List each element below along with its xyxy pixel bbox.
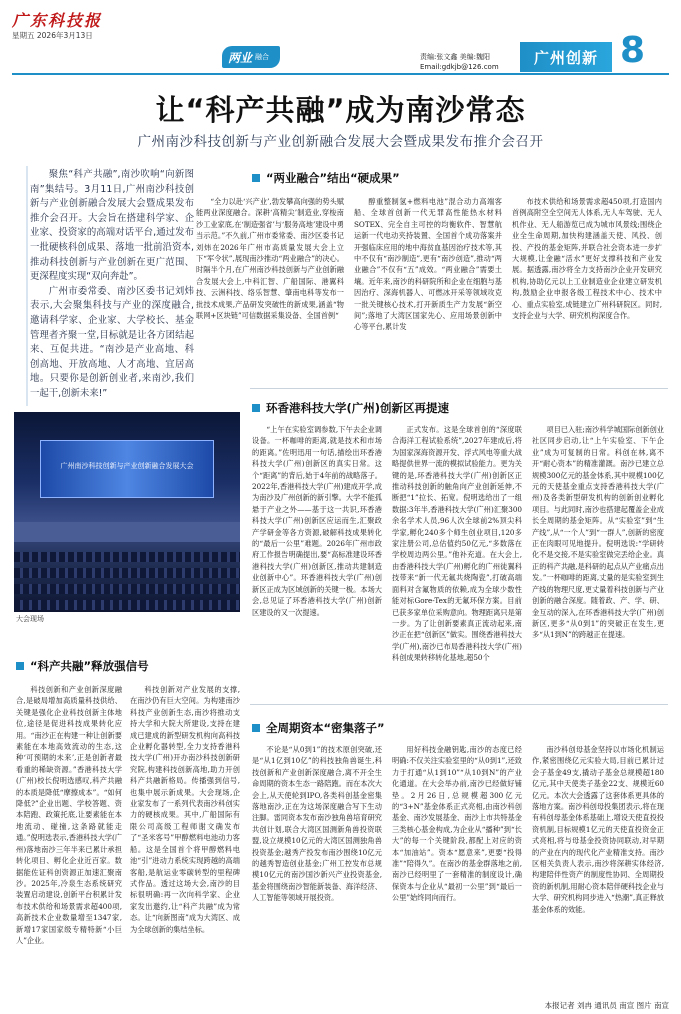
section1-title-text: “两业融合”结出“硬成果” bbox=[266, 171, 400, 185]
section1-col1 bbox=[196, 196, 344, 372]
photo-caption: 大会现场 bbox=[16, 615, 44, 623]
page-header bbox=[0, 0, 681, 74]
page-number: 8 bbox=[620, 30, 646, 71]
section3-paragraph: 科技创新和产业创新深度融合,是破局增加高质量科技供给、关键是强化企业科技创新主体地位,途径是促进科技成果转化应用。“南沙正在构建一种让创新要素能在本地高效流动的生态,这种‘可预期的未来’,正是创新者最看重的稀缺资源。”香港科技大学(广州)校长倪明选感叹,科产共融的本质是降低“摩擦成本”。“如何降低?”企业出题、学校答题、资本陪跑、政策托底,让要素能在本地流动、碰撞,这条路就能走通。”倪明选表示,香港科技大学(广州)落地南沙三年半来已累计承担转化项目、孵化企业近百家。数据能佐证科创资源正加速汇聚南沙。2025年,冷泉生态系统研究装置启动建设,创新平台积累计发布技术供给和场景需求超400项,高新技术企业数量增至1347家,新增17家国家级专精特新“小巨人”企业。 bbox=[16, 685, 122, 945]
stage-screen-text: 广州南沙科技创新与产业创新融合发展大会 bbox=[60, 462, 194, 470]
section2-title-text: 环香港科技大学(广州)创新区再提速 bbox=[266, 401, 450, 415]
section3-col2 bbox=[130, 684, 240, 984]
section4-paragraph: 不论是“从0到1”的技术原创突破,还是“从1亿到10亿”的科技独角兽诞生,科技创新和产业创新深度融合,离不开全生命周期的资本生态一路陪跑。而在本次大会上,从天使轮到IPO,各类科创基金密集落地南沙,正在为这场深度融合写下生动注脚。雷同资本发布南沙独角兽培育研究共创计划,联合大湾区国测新角兽投资联盟,设立规模10亿元的大湾区国测独角兽投资基金;越秀产投发布南沙围绕10亿元的越秀智造创业基金;广州工控发布总规模10亿元的南沙国沙新兴产业投资基金,基金将围绕南沙智能新装备、海洋经济、人工智能等领域开展投资。 bbox=[252, 745, 382, 903]
newspaper-logo: 广东科技报 bbox=[12, 11, 103, 30]
subheadline: 广州南沙科技创新与产业创新融合发展大会暨成果发布推介会召开 bbox=[137, 134, 544, 150]
lead-paragraph: 广州市委常委、南沙区委书记刘炜表示,大会聚集科技与产业的深度融合,邀请科学家、企业家、大学校长、基金管理者齐聚一堂,目标就是让各方团结起来、互促共进。“南沙是产业高地、科创高地、开放高地、人才高地、宜居高地。只要你是创新创业者,来南沙,我们一起干,创新未来!” bbox=[30, 285, 194, 399]
section2-paragraph: “上午在实验室调参数,下午去企业调设备。一杯咖啡的距离,就是技术和市场的距离。”佐明迅用一句话,描绘出环香港科技大学(广州)创新区的真实日常。这个“距离”的背后,始于4年前的战略落子。2022年,香港科技大学(广州)建成开学,成为南沙及广州创新的新引擎。大学不能孤悬于产业之外——基于这一共识,环香港科技大学(广州)创新区应运而生,汇聚政产学研金等各方资源,破解科技成果转化的“最后一公里”难题。2026年广州市政府工作报告明确提出,要“高标准建设环香港科技大学(广州)创新区,推动共建制造业创新中心”。环香港科技大学(广州)创新区正成为区域创新的关键一极。本场大会,总见证了环香港科技大学(广州)创新区建设的又一次提速。 bbox=[252, 425, 382, 617]
section3-title bbox=[16, 658, 149, 674]
section4-paragraph: 南沙科创母基金坚持以市场化机制运作,紧密围绕亿元实验大局,目前已累计过会子基金49支,撬动子基金总规模超180亿元,其中天使类子基金22支、规模近60亿元。本次大会透露了这套体系更具体的落地方案。南沙科创母投集团表示,将在现有科创母基金体系基础上,增设天使直投投资机制,目标规模1亿元的天使直投资金正式亮相,将与母基金投资协同联动,对早期的产业在内的现代化产业精准支持。南沙区相关负责人表示,南沙将深耕实体经济,构建陪伴性资产的制度性协同、全周期投资的新机制,用耐心资本陪伴硬科技企业与大学、研究机构同步进入“热潮”,真正释放基金体系的效能。 bbox=[532, 745, 664, 914]
section4-col1 bbox=[252, 744, 382, 988]
section-name: 广州创新 bbox=[520, 42, 612, 72]
section4-col3 bbox=[532, 744, 664, 988]
section-tag bbox=[222, 46, 280, 68]
section1-title bbox=[252, 170, 400, 186]
section2-col1 bbox=[252, 424, 382, 696]
section4-title bbox=[252, 720, 385, 736]
section1-col2 bbox=[354, 196, 502, 372]
section3-paragraph: 科技创新对产业发展的支撑,在南沙仍有巨大空间。为构建南沙科技产业创新生态,南沙将推动支持大学和大院大所建设,支持在建成已建成的新型研发机构向高科技企业孵化器转型,全力支持香港科技大学(广州)开办南沙科技创新研究院,构建科技创新高地,助力开创科产共融新格局。传播强到信号,也集中展示新成果。大会现场,企业家发布了一系列代表南沙科创实力的硬核成果。其中,广船国际有限公司高级工程师谢文确发布了“圣米客号”甲醇燃料电池动力客船。这是全国首个将甲醇燃料电池“引”进动力系统实现跨越的高端客船,是航运业零碳转型的里程碑式作品。透过这场大会,南沙的目标很明确:再一次向科学家、企业家发出邀约,让“科产共融”成为常态。让“向新图南”成为大湾区、成为全球创新的集结坐标。 bbox=[130, 685, 240, 934]
lead-text bbox=[30, 168, 194, 400]
header-rule bbox=[12, 73, 669, 75]
section2-paragraph: 项目已入驻;南沙科学城国际创新创业社区同步启动,让“上午实验室、下午企业”成为可复制的日常。科创在林,离不开“耐心资本”的精准灌溉。南沙已建立总规模300亿元的基金体系,其中规模100亿元的天使基金重点支持香港科技大学(广州)及各类新型研发机构的创新创业孵化项目。与此同时,南沙也搭建起覆盖企业成长全周期的基金矩阵。从“实验室”到“生产线”,从“一个人”到“一群人”,创新的密度正在肉眼可见地提升。倪明选说:“学研转化不是交接,不是实验室做完丢给企业。真正的科产共融,是科研的起点从产业痛点出发。”一杯咖啡的距离,丈量的是实验室到生产线的物理尺度,更丈量着科技创新与产业创新的融合深度。随着政、产、学、研、金互动的深入,在环香港科技大学(广州)创新区,更多“从0到1”的突破正在发生,更多“从1到N”的跨越正在提速。 bbox=[532, 425, 664, 640]
stage-screen bbox=[40, 440, 214, 498]
bullet-square-icon bbox=[252, 724, 260, 732]
section-tag-small: 融合 bbox=[255, 53, 270, 61]
section-divider bbox=[250, 388, 668, 389]
bullet-square-icon bbox=[16, 662, 24, 670]
section2-title bbox=[252, 400, 449, 416]
section1-col3 bbox=[512, 196, 662, 372]
section2-col2 bbox=[392, 424, 522, 696]
conference-photo bbox=[14, 412, 240, 612]
section3-title-text: “科产共融”释放强信号 bbox=[30, 659, 149, 673]
section2-paragraph: 正式发布。这是全球首创的“深度联合海洋工程试验系统”,2027年建成后,将为国家深海资源开发、浮式风电等重大战略提供世界一流的模拟试验能力。更为关键的是,环香港科技大学(广州)创新区正推动科技创新的触角向产业创新延伸,不断把“1”拉长、拓宽。倪明选给出了一组数据:3年半,香港科技大学(广州)汇聚300余名学术人员,96人次全球前2%顶尖科学家,孵化240多个师生创业项目,120多家注册公司,总估值约50亿元,“多数落在学校周边两公里。”他补充道。在大会上,由香港科技大学(广州)孵化的广州徒翼科技带来“新一代无氟共烧陶瓷”,打破高端面料对含氟物质的依赖,成为全球少数性能对标Gore-Tex的无氟环保方案。目前已获多家单位采购意向。物理距离只是第一步。为了让创新要素真正流动起来,南沙正在把“创新区”做实。围绕香港科技大学(广州),南沙已布局香港科技大学(广州)科创成果转移转化基地,超50个 bbox=[392, 425, 522, 663]
section1-paragraph: 布技术供给和场景需求超450项,打造国内首例高附空全空间无人体系,无人车驾驶、无人机作业、无人船游览已成为城市风景线;围绕企业全生命周期,加快构建涵盖天使、风投、创投、产投的基金矩阵,并联合社会资本进一步扩大规模,让金融“活水”更好支撑科技和产业发展。据透露,南沙将全力支持南沙企业开发研究机构,协助亿元以上工业制造业企业建立研发机构,鼓励企业申报各级工程技术中心、技术中心、重点实验室,成链建立广州科研院区。同时,支持企业与大学、研究机构深度合作。 bbox=[512, 197, 662, 321]
section4-col2 bbox=[392, 744, 522, 988]
section4-title-text: 全周期资本“密集落子” bbox=[266, 721, 385, 735]
section-divider bbox=[250, 704, 668, 705]
email-line: Email:gdkjb@126.com bbox=[420, 63, 499, 71]
section-tag-big: 两业 bbox=[228, 50, 253, 65]
stage bbox=[14, 522, 240, 542]
audience-row bbox=[14, 584, 240, 594]
audience-row bbox=[14, 600, 240, 610]
audience-row bbox=[14, 552, 240, 562]
byline: 本报记者 刘冉 通讯员 南宣 图片 南宣 bbox=[544, 1001, 669, 1010]
dateline: 星期五 2026年3月13日 bbox=[12, 31, 93, 40]
section3-col1 bbox=[16, 684, 122, 984]
editor-line: 责编:张文鑫 美编:魏阳 bbox=[420, 53, 490, 61]
bullet-square-icon bbox=[252, 404, 260, 412]
section4-paragraph: 用好科技金融钥匙,南沙的态度已经明确:不仅关注实验室里的“从0到1”,还致力于打通“从1到10”“从10到N”的产业化通道。在大会举办前,南沙已经做好铺垫。2月26日,总规模超300亿元的“3+N”基金体系正式亮相,由南沙科创基金、南沙发展基金、南沙上市共特基金三类核心基金构成,为企业从“播种”到“长大”的每一个关键阶段,都配上对应的资本“加油站”。资本“愿意来”,更要“投得准”“陪得久”。在南沙的基金群落地之前,南沙已经明里了一套精准的制度设计,确保资本与企业从“最初一公里”到“最后一公里”始终同向而行。 bbox=[392, 745, 522, 903]
audience-row bbox=[14, 568, 240, 578]
section1-paragraph: 醇重整制氢+燃料电池”混合动力高端客船、全球首创新一代无罪高性能热水材料SOTEX、完全自主可控的均衡软件、智慧航运新一代电动夹持装置、全国首个成功落案并开强临床应用的地中海贫血基因治疗技术等,其中不仅有“南沙制造”,更有“南沙创造”,推动“两业融合”不仅有“五”成效。“两业融合”需要土壤。近年来,南沙的科研院所和企业在细胞与基因治疗、深海机器人、可燃冰开采等领域攻克一批关键核心技术,打开新质生产力发展“新空间”;落地了大湾区国家先心、应用场景创新中心等平台,累计发 bbox=[354, 197, 502, 332]
headline: 让“科产共融”成为南沙常态 bbox=[155, 93, 526, 127]
lead-paragraph: 聚焦“科产共融”,南沙吹响“向新图南”集结号。3月11日,广州南沙科技创新与产业创新融合发展大会暨成果发布推介会召开。大会旨在搭建科学家、企业家、投资家的高端对话平台,通过发布一批硬核科创成果、落地一批前沿资本,推动科技创新与产业创新在更广范围、更深程度实现“双向奔赴”。 bbox=[30, 169, 194, 283]
section2-col3 bbox=[532, 424, 664, 696]
section1-paragraph: “全力以赴‘兴产业’,勃发攀高向强的势头赋能两业深度融合。深耕‘高精尖’制造业,穿梭南沙工业家底,在‘制造强省’与‘服务高地’建设中勇当示范。”不久前,广州市委常委、南沙区委书记刘炜在2026年广州市高质量发展大会上立下“军令状”,展现南沙推动“两业融合”的决心。时隔半个月,在广州南沙科技创新与产业创新融合发展大会上,中科汇智、广船国际、港翼科技、云洲科技、络乐智慧、肇南电科等发布一批技术成果,产品研发突破性的新成果,涵盖“物联网+区块链”可信数据采集设备、全国首例“ bbox=[196, 197, 344, 321]
bullet-square-icon bbox=[252, 174, 260, 182]
lead-border bbox=[26, 166, 28, 406]
editor-info bbox=[420, 52, 499, 72]
